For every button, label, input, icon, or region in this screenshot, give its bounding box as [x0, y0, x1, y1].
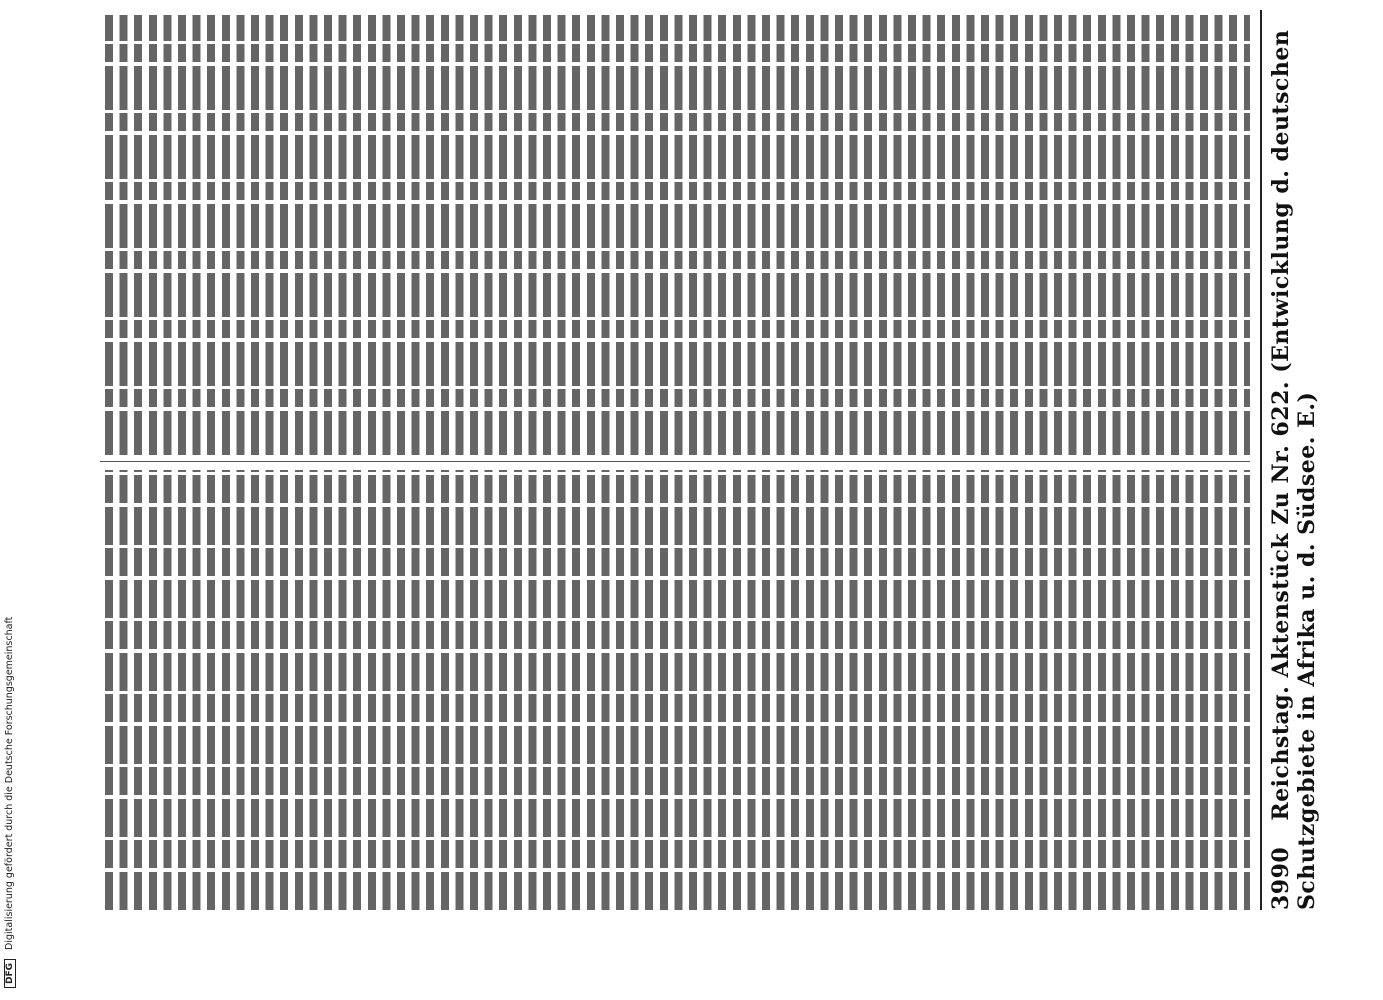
- dfg-logo: DFG: [4, 959, 16, 988]
- text-column-right: [100, 15, 1250, 455]
- column-text-lines: [100, 15, 1250, 455]
- page-header: [1268, 10, 1320, 910]
- credit-text: Digitalisierung gefördert durch die Deutsche Forschungsgemeinschaft: [4, 616, 15, 950]
- digitization-credit: [4, 0, 24, 1000]
- page-number: 3990: [1268, 846, 1294, 910]
- scanned-page: [60, 0, 1383, 1000]
- page-title: Reichstag. Aktenstück Zu Nr. 622. (Entwicklung d. deutschen Schutzgebiete in Afrika u. d. Südsee. E.): [1268, 29, 1320, 910]
- text-column-left: [100, 470, 1250, 910]
- column-text-lines: [100, 470, 1250, 910]
- column-divider: [100, 461, 1250, 462]
- header-rule: [1260, 10, 1262, 910]
- rotated-page-content: [100, 0, 1370, 1000]
